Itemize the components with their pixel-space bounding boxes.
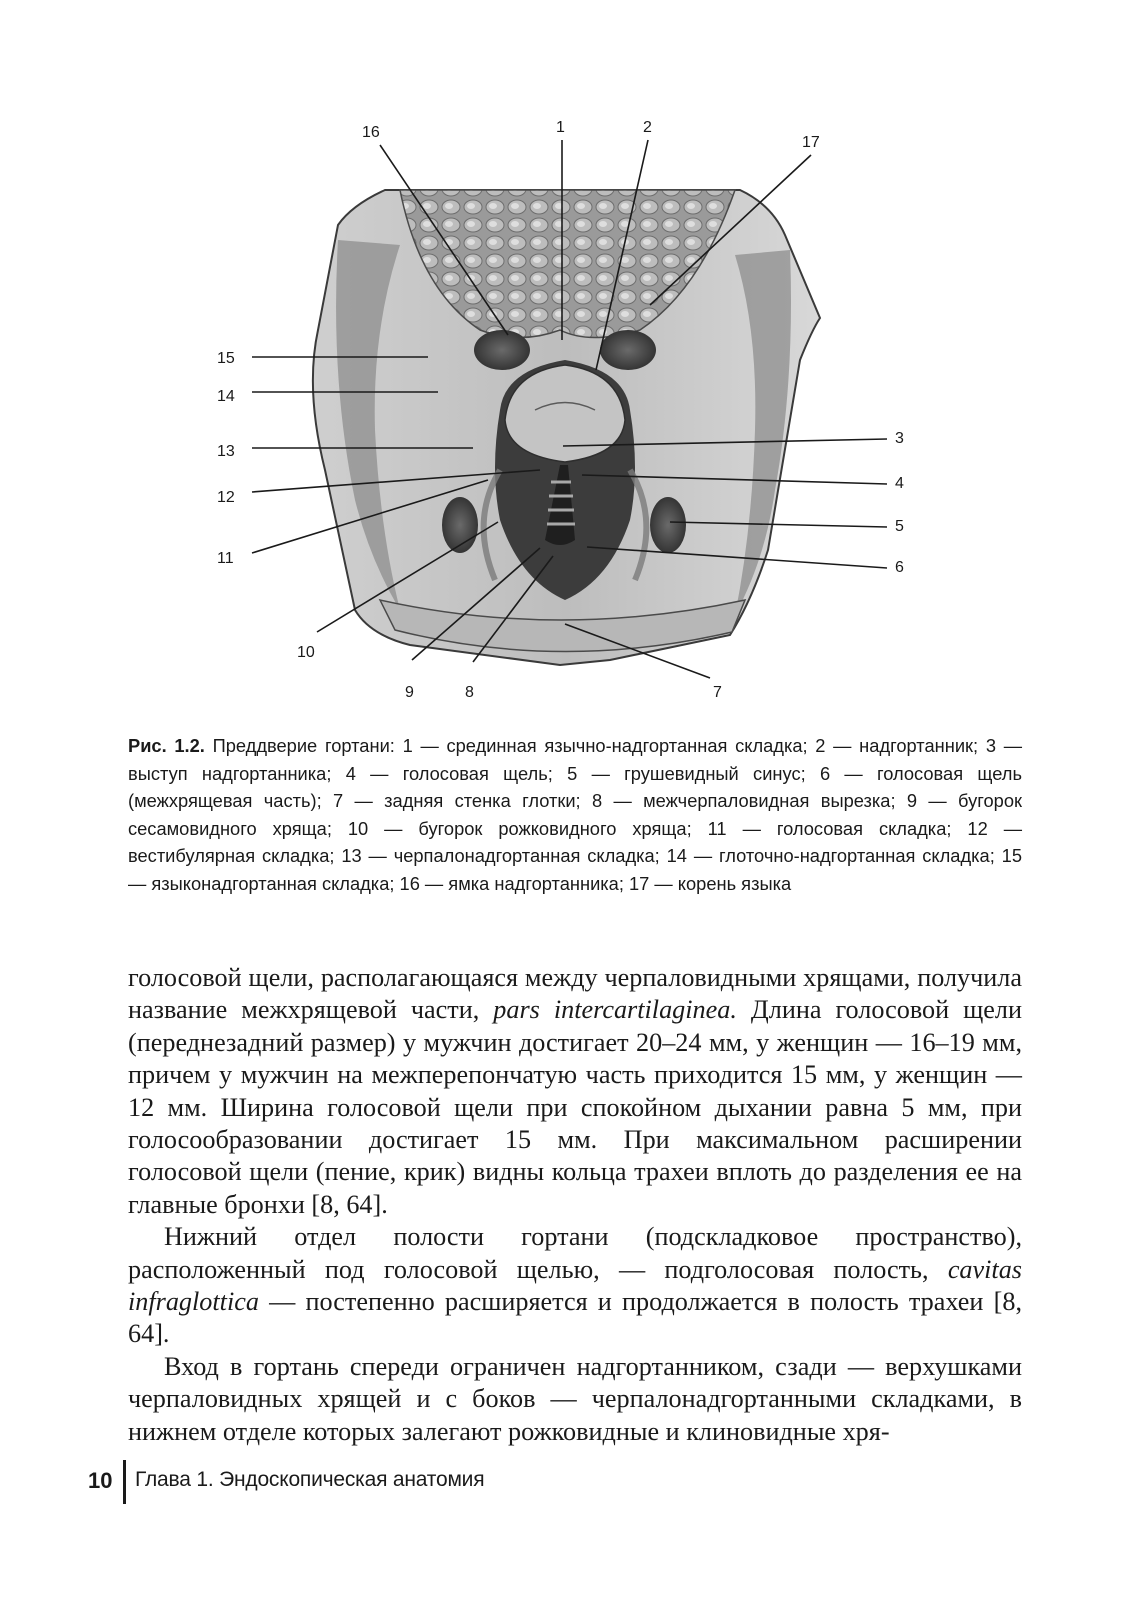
paragraph-1-text-b: Длина голосовой щели (переднезадний размер) у мужчин достигает 20–24 мм, у женщин — 16–19 мм, причем у мужчин на межперепончатую часть приходится 15 мм, у женщин — 12 мм. Ширина голосовой щели при спокойном дыхании равна 5 мм, при голосообразовании достигает 15 мм. При максимальном расширении голосовой щели (пение, крик) видны кольца трахеи вплоть до разделения ее на главные бронхи [8, 64]. — [128, 995, 1022, 1219]
page-footer — [88, 1460, 788, 1504]
paragraph-3: Вход в гортань спереди ограничен надгортанником, сзади — верхушками черпаловидных хрящей и с боков — черпалонадгортанными складками, в нижнем отделе которых залегают рожковидные и клиновидные хря- — [128, 1351, 1022, 1446]
caption-text: Преддверие гортани: 1 — срединная язычно-надгортанная складка; 2 — надгортанник; 3 — выступ надгортанника; 4 — голосовая щель; 5 — грушевидный синус; 6 — голосовая щель (межхрящевая часть); 7 — задняя стенка глотки; 8 — межчерпаловидная вырезка; 9 — бугорок сесамовидного хряща; 10 — бугорок рожковидного хряща; 11 — голосовая складка; 12 — вестибулярная складка; 13 — черпалонадгортанная складка; 14 — глоточно-надгортанная складка; 15 — языконадгортанная складка; 16 — ямка надгортанника; 17 — корень языка — [128, 735, 1022, 894]
body-text — [128, 962, 1022, 1448]
latin-term: pars intercartilaginea. — [493, 995, 737, 1025]
page-number: 10 — [88, 1468, 113, 1493]
label-9: 9 — [405, 684, 414, 701]
right-vallecula — [600, 330, 656, 370]
latin-term: cavitas infraglottica — [128, 1254, 1022, 1317]
label-7: 7 — [713, 684, 722, 701]
paragraph-2-text-b: — постепенно расширяется и продолжается в полость трахеи [8, 64]. — [128, 1287, 1022, 1349]
label-12: 12 — [217, 489, 235, 506]
left-vallecula — [474, 330, 530, 370]
label-10: 10 — [297, 644, 315, 661]
larynx-vestibule-illustration — [0, 0, 1142, 720]
label-1: 1 — [556, 119, 565, 136]
label-11: 11 — [217, 550, 234, 567]
label-13: 13 — [217, 443, 235, 460]
label-2: 2 — [643, 119, 652, 136]
figure-caption — [128, 732, 1022, 897]
label-17: 17 — [802, 134, 820, 151]
caption-label: Рис. 1.2. — [128, 735, 205, 756]
paragraph-2 — [128, 1221, 1022, 1351]
label-3: 3 — [895, 430, 904, 447]
label-15: 15 — [217, 350, 235, 367]
footer-divider — [123, 1460, 126, 1504]
paragraph-2-text-a: Нижний отдел полости гортани (подскладковое пространство), расположенный под голосовой щелью, — подголосовая полость, — [128, 1222, 1022, 1284]
label-14: 14 — [217, 388, 235, 405]
label-8: 8 — [465, 684, 474, 701]
chapter-title: Глава 1. Эндоскопическая анатомия — [135, 1468, 485, 1491]
label-5: 5 — [895, 518, 904, 535]
label-4: 4 — [895, 475, 904, 492]
paragraph-1 — [128, 962, 1022, 1221]
label-6: 6 — [895, 559, 904, 576]
paragraph-1-text-a: голосовой щели, располагающаяся между черпаловидными хрящами, получила название межхрящевой части, — [128, 963, 1022, 1025]
label-16: 16 — [362, 124, 380, 141]
right-piriform-sinus — [650, 497, 686, 553]
